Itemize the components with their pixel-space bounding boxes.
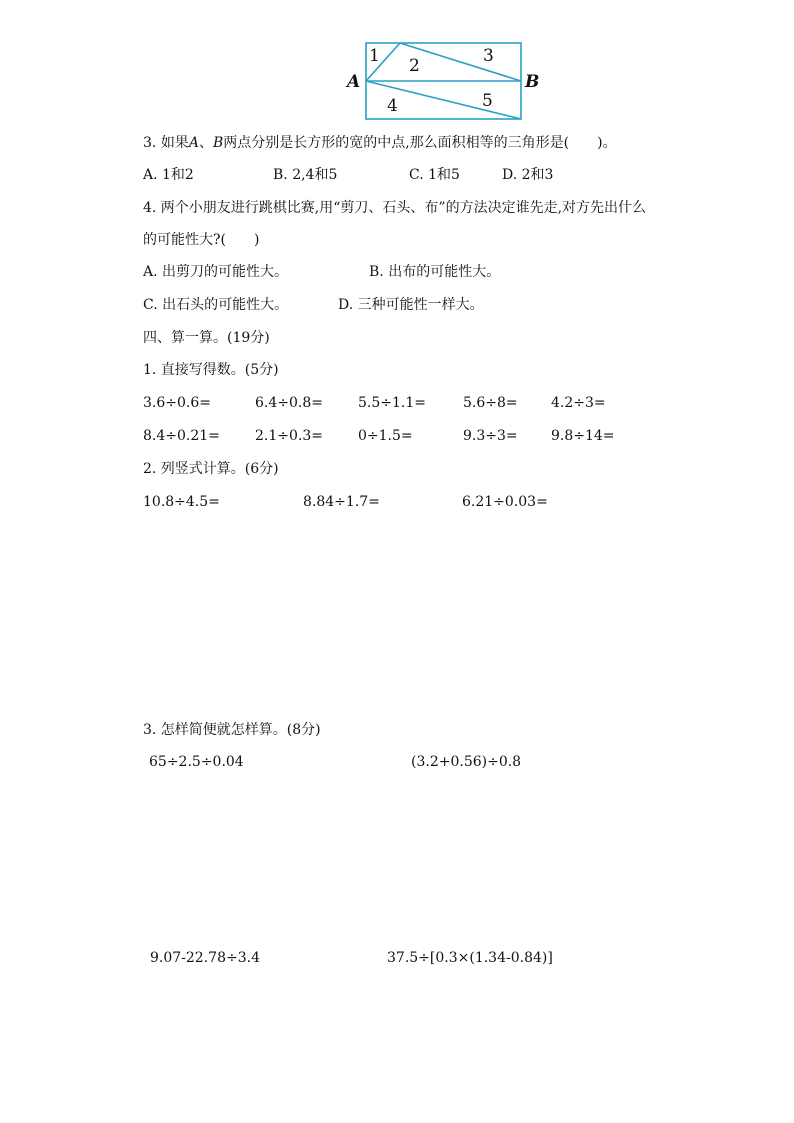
question-4-option-b: B. 出布的可能性大。 [369,264,501,280]
point-label-a: A [347,72,361,92]
question-4-line-1: 4. 两个小朋友进行跳棋比赛,用“剪刀、石头、布”的方法决定谁先走,对方先出什么 [143,200,647,216]
region-label-4: 4 [387,96,398,116]
region-label-2: 2 [409,56,420,76]
question-3 [143,134,617,152]
question-4-option-a: A. 出剪刀的可能性大。 [143,264,289,280]
question-4-option-c: C. 出石头的可能性大。 [143,297,289,313]
vertical-calc-3: 6.21÷0.03= [462,494,548,510]
calc-row1-item5: 4.2÷3= [551,395,606,411]
calc-row1-item1: 3.6÷0.6= [143,395,211,411]
calc-row2-item2: 2.1÷0.3= [255,428,323,444]
calc-row1-item4: 5.6÷8= [463,395,518,411]
section-4-title: 四、算一算。(19分) [143,330,270,346]
region-label-3: 3 [483,46,494,66]
question-3-option-a: A. 1和2 [143,167,194,183]
question-3-option-c: C. 1和5 [409,167,460,183]
section-4-sub-3: 3. 怎样简便就怎样算。(8分) [143,722,321,738]
question-3-option-d: D. 2和3 [502,167,554,183]
section-4-sub-2: 2. 列竖式计算。(6分) [143,461,279,477]
question-3-number: 3. [143,135,157,151]
calc-row2-item5: 9.8÷14= [551,428,615,444]
section-4-sub-1: 1. 直接写得数。(5分) [143,362,279,378]
rectangle-diagram [344,38,550,124]
question-3-var-b: B [212,135,224,151]
calc-row1-item2: 6.4÷0.8= [255,395,323,411]
question-4-line-2: 的可能性大?( ) [143,232,260,248]
question-3-option-b: B. 2,4和5 [273,167,338,183]
calc-row1-item3: 5.5÷1.1= [358,395,426,411]
question-3-text-pre: 如果 [160,135,189,151]
vertical-calc-2: 8.84÷1.7= [303,494,380,510]
point-label-b: B [525,72,540,92]
question-3-text-post: 两点分别是长方形的宽的中点,那么面积相等的三角形是( )。 [223,135,617,151]
question-4-option-d: D. 三种可能性一样大。 [338,297,484,313]
question-3-sep: 、 [198,135,213,151]
vertical-calc-1: 10.8÷4.5= [143,494,220,510]
question-3-var-a: A [188,135,199,151]
region-label-5: 5 [482,91,493,111]
simplify-calc-3: 9.07-22.78÷3.4 [150,950,260,966]
region-label-1: 1 [369,46,380,66]
calc-row2-item4: 9.3÷3= [463,428,518,444]
rectangle-figure [344,38,550,124]
calc-row2-item3: 0÷1.5= [358,428,413,444]
calc-row2-item1: 8.4÷0.21= [143,428,220,444]
simplify-calc-1: 65÷2.5÷0.04 [149,754,244,770]
simplify-calc-4: 37.5÷[0.3×(1.34-0.84)] [387,950,553,966]
simplify-calc-2: (3.2+0.56)÷0.8 [411,754,522,770]
